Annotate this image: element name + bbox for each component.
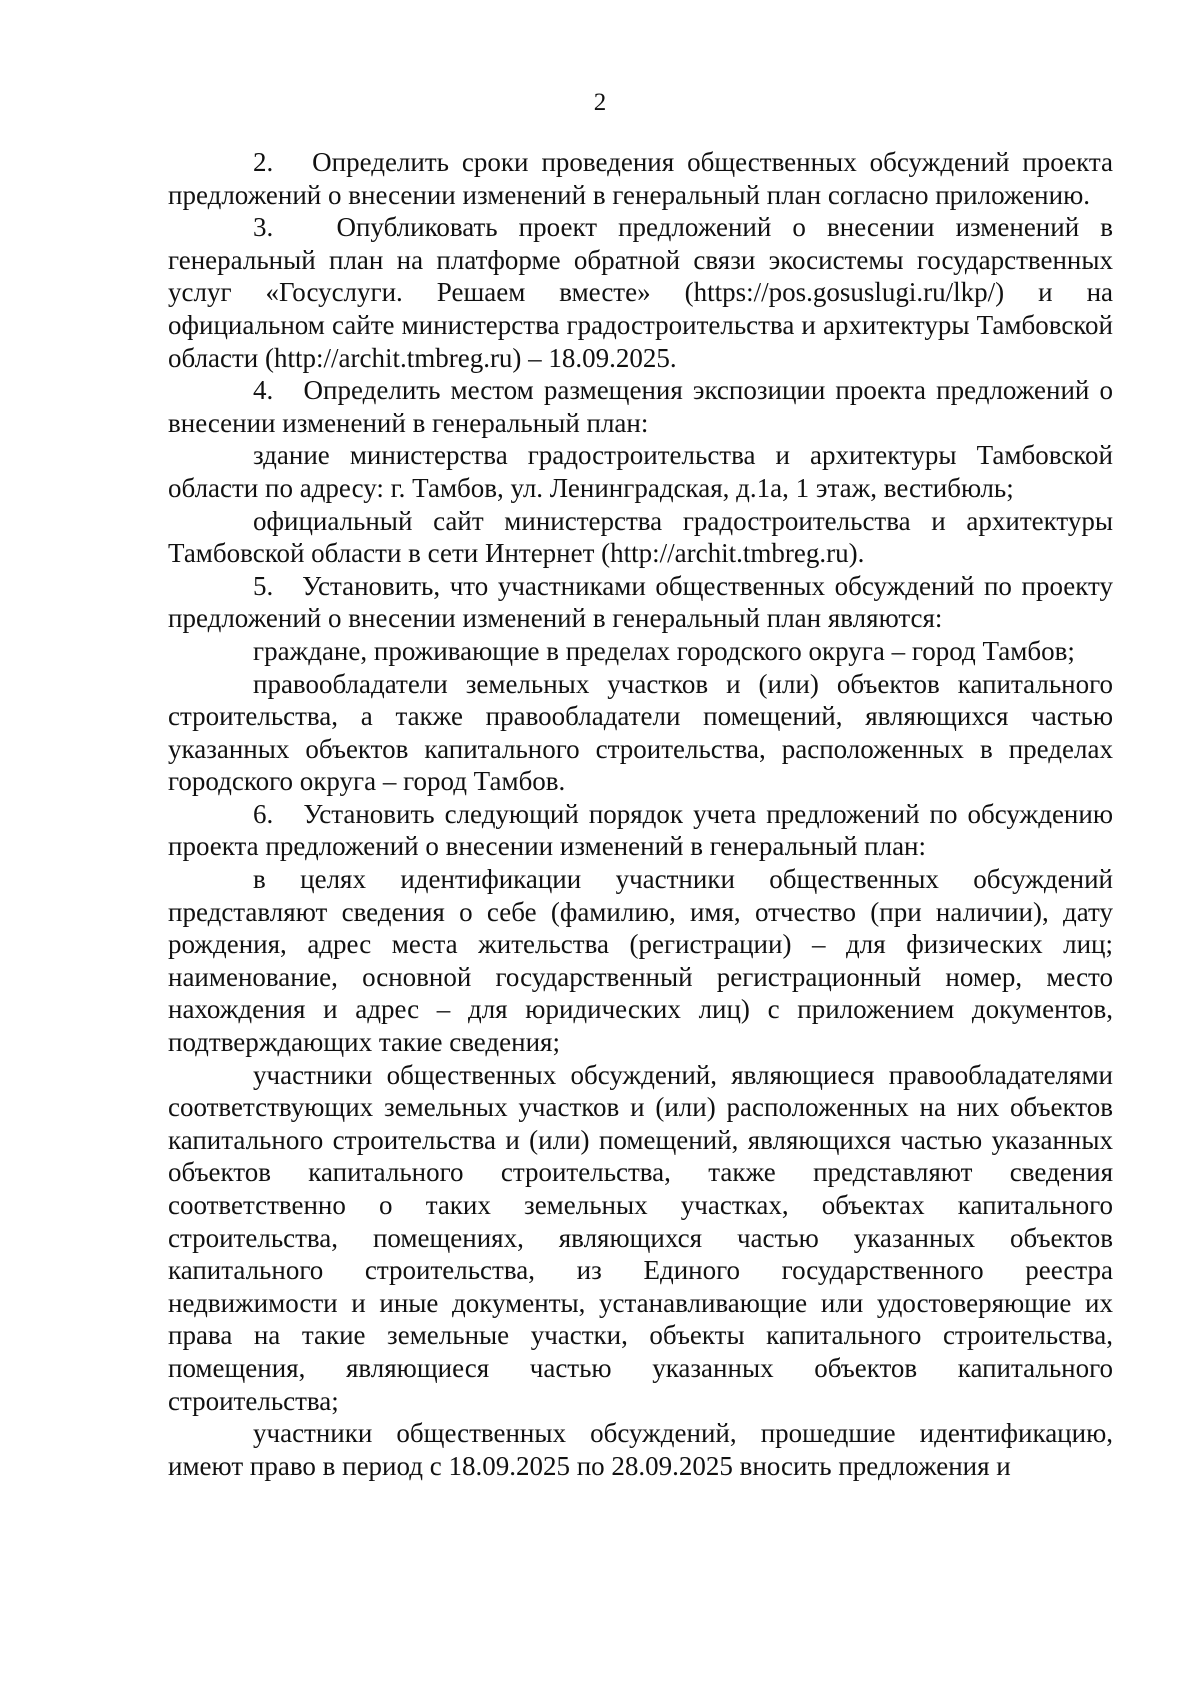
paragraph-item-4: 4. Определить местом размещения экспозиции проекта предложений о внесении изменений в генеральный план: (168, 375, 1113, 438)
paragraph-participants-owners: правообладатели земельных участков и (или) объектов капитального строительства, а также правообладатели помещений, являющихся частью указанных объектов капитального строительства, расположенных в пределах городского округа – город Тамбов. (168, 668, 1113, 797)
paragraph-exposition-website: официальный сайт министерства градостроительства и архитектуры Тамбовской области в сети Интернет (http://archit.tmbreg.ru). (168, 505, 1113, 569)
document-body (168, 146, 1113, 1482)
paragraph-item-3: 3. Опубликовать проект предложений о внесении изменений в генеральный план на платформе обратной связи экосистемы государственных услуг «Госуслуги. Решаем вместе» (https://pos.gosuslugi.ru/lkp/) и на официальном сайте министерства градостроительства и архитектуры Тамбовской области (http://archit.tmbreg.ru) – 18.09.2025. (168, 212, 1113, 373)
paragraph-submission-period: участники общественных обсуждений, прошедшие идентификацию, имеют право в период с 18.09.2025 по 28.09.2025 вносить предложения и (168, 1418, 1113, 1481)
paragraph-item-5: 5. Установить, что участниками общественных обсуждений по проекту предложений о внесении изменений в генеральный план являются: (168, 570, 1113, 634)
paragraph-item-2: 2. Определить сроки проведения общественных обсуждений проекта предложений о внесении изменений в генеральный план согласно приложению. (168, 147, 1113, 210)
paragraph-rights-holders: участники общественных обсуждений, являющиеся правообладателями соответствующих земельных участков и (или) расположенных на них объектов капитального строительства и (или) помещений, являющихся частью указанных объектов капитального строительства, также представляют сведения соответственно о таких земельных участках, объектах капитального строительства, помещениях, являющихся частью указанных объектов капитального строительства, из Единого государственного реестра недвижимости и иные документы, устанавливающие или удостоверяющие их права на такие земельные участки, объекты капитального строительства, помещения, являющиеся частью указанных объектов капитального строительства; (168, 1059, 1113, 1416)
paragraph-identification: в целях идентификации участники общественных обсуждений представляют сведения о себе (фамилию, имя, отчество (при наличии), дату рождения, адрес места жительства (регистрации) – для физических лиц; наименование, основной государственный регистрационный номер, место нахождения и адрес – для юридических лиц) с приложением документов, подтверждающих такие сведения; (168, 864, 1113, 1058)
page-number: 2 (593, 89, 607, 116)
paragraph-item-6: 6. Установить следующий порядок учета предложений по обсуждению проекта предложений о внесении изменений в генеральный план: (168, 798, 1113, 862)
paragraph-participants-citizens: граждане, проживающие в пределах городского округа – город Тамбов; (253, 635, 1075, 666)
paragraph-exposition-building: здание министерства градостроительства и архитектуры Тамбовской области по адресу: г. Тамбов, ул. Ленинградская, д.1а, 1 этаж, вестибюль; (168, 440, 1113, 503)
